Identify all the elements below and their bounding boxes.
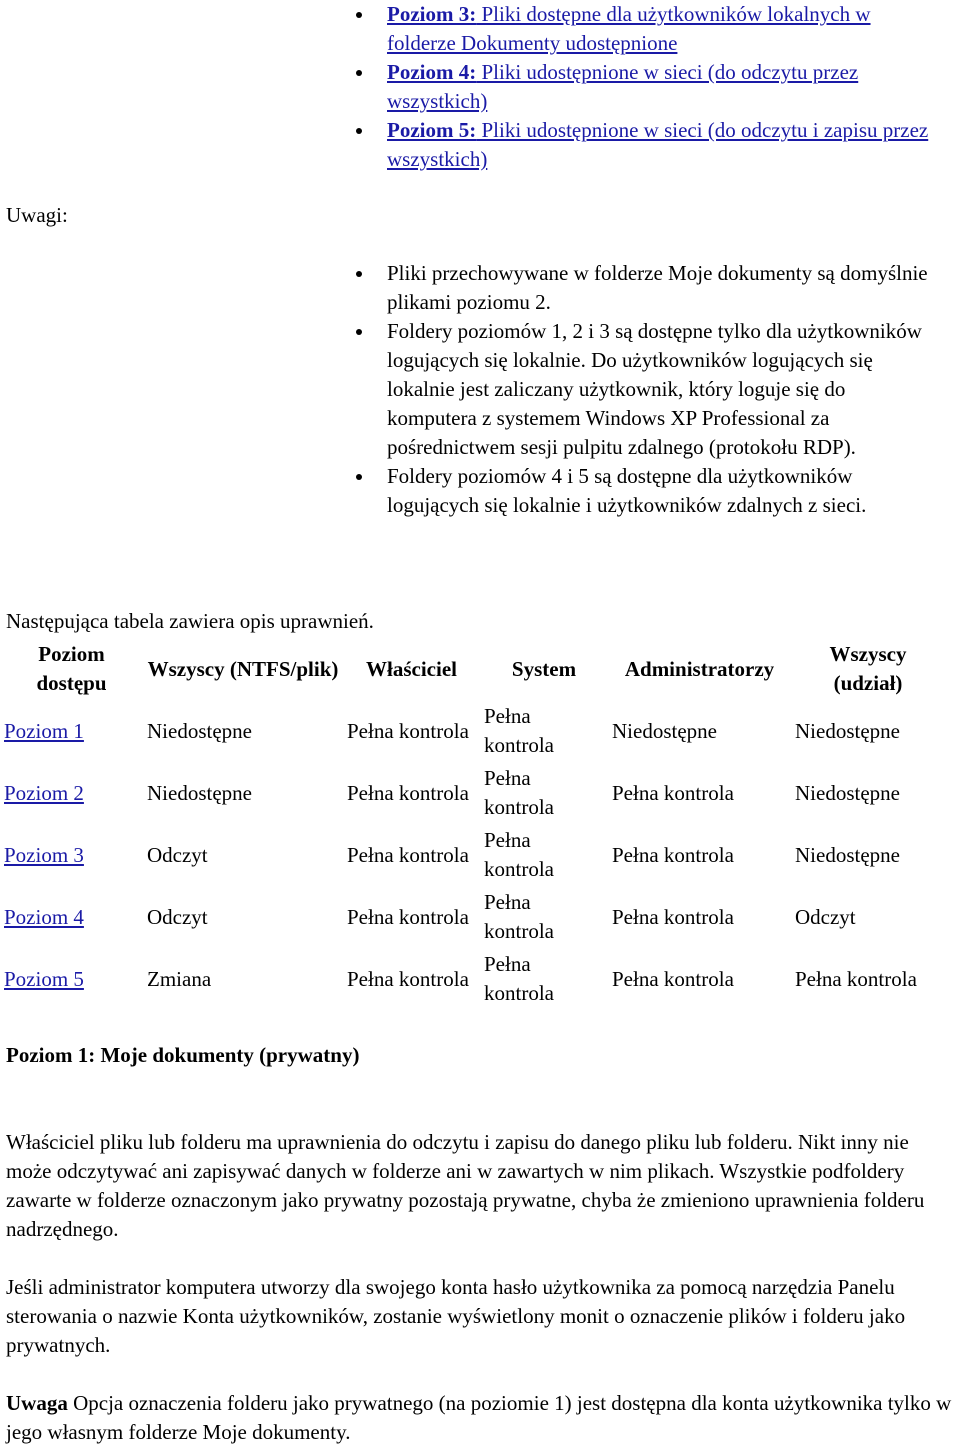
table-cell: Pełna kontrola [795, 966, 917, 991]
table-cell: Pełna kontrola [484, 766, 554, 819]
permissions-table [0, 638, 945, 1010]
table-cell: Niedostępne [795, 842, 900, 867]
table-cell: Zmiana [147, 966, 212, 991]
level-links-list [344, 0, 944, 174]
table-row [0, 700, 945, 762]
final-note [6, 1389, 956, 1447]
table-cell: Odczyt [795, 904, 856, 929]
level-5-list-item [344, 116, 944, 174]
table-cell: Pełna kontrola [484, 704, 554, 757]
notes-label: Uwagi: [6, 203, 68, 227]
bullet-icon [356, 12, 362, 18]
table-cell: Niedostępne [795, 718, 900, 743]
table-row [0, 762, 945, 824]
header-owner: Właściciel [366, 656, 457, 681]
table-row [0, 948, 945, 1010]
bullet-icon [356, 329, 362, 335]
table-cell: Pełna kontrola [347, 904, 469, 929]
header-system: System [511, 656, 577, 681]
table-cell: Pełna kontrola [347, 780, 469, 805]
table-cell: Pełna kontrola [347, 718, 469, 743]
note-item: Pliki przechowywane w folderze Moje dokumenty są domyślnie plikami poziomu 2. [344, 259, 934, 317]
table-row [0, 886, 945, 948]
table-cell: Pełna kontrola [612, 842, 734, 867]
table-cell: Pełna kontrola [347, 842, 469, 867]
level-5-row-link[interactable]: Poziom 5 [4, 966, 84, 991]
level-3-list-item [344, 0, 944, 58]
table-cell: Odczyt [147, 904, 208, 929]
table-cell: Pełna kontrola [347, 966, 469, 991]
table-cell: Pełna kontrola [612, 966, 734, 991]
table-intro: Następująca tabela zawiera opis uprawnień. [6, 609, 374, 633]
note-item: Foldery poziomów 4 i 5 są dostępne dla użytkowników logujących się lokalnie i użytkowników zdalnych z sieci. [344, 462, 934, 520]
note-text: Opcja oznaczenia folderu jako prywatnego (na poziomie 1) jest dostępna dla konta użytkownika tylko w jego własnym folderze Moje dokumenty. [6, 1391, 952, 1444]
note-label: Uwaga [6, 1391, 68, 1415]
level-4-row-link[interactable]: Poziom 4 [4, 904, 84, 929]
bullet-icon [356, 474, 362, 480]
table-row [0, 824, 945, 886]
level-1-row-link[interactable]: Poziom 1 [4, 718, 84, 743]
table-cell: Pełna kontrola [484, 828, 554, 881]
paragraph-admin-password: Jeśli administrator komputera utworzy dla swojego konta hasło użytkownika za pomocą narzędzia Panelu sterowania o nazwie Konta użytkowników, zostanie wyświetlony monit o oznaczenie plików i folderu jako prywatnych. [6, 1275, 906, 1357]
level-5-link[interactable]: Poziom 5: Pliki udostępnione w sieci (do odczytu i zapisu przez wszystkich) [387, 118, 929, 171]
table-cell: Odczyt [147, 842, 208, 867]
paragraph-owner-permissions: Właściciel pliku lub folderu ma uprawnienia do odczytu i zapisu do danego pliku lub folderu. Nikt inny nie może odczytywać ani zapisywać danych w folderze ani w zawartych w nim plikach. Wszystkie podfoldery zawarte w folderze oznaczonym jako prywatny pozostają prywatne, chyba że zmieniono uprawnienia folderu nadrzędnego. [6, 1130, 925, 1241]
table-cell: Pełna kontrola [484, 890, 554, 943]
notes-list [344, 259, 934, 520]
table-cell: Niedostępne [795, 780, 900, 805]
bullet-icon [356, 271, 362, 277]
table-cell: Niedostępne [147, 780, 252, 805]
table-cell: Pełna kontrola [612, 780, 734, 805]
bullet-icon [356, 70, 362, 76]
table-cell: Pełna kontrola [612, 904, 734, 929]
level-3-link[interactable]: Poziom 3: Pliki dostępne dla użytkowników lokalnych w folderze Dokumenty udostępnione [387, 2, 871, 55]
section-heading: Poziom 1: Moje dokumenty (prywatny) [6, 1043, 360, 1067]
table-header-row [0, 638, 945, 700]
header-access-level: Poziom dostępu [36, 642, 107, 695]
header-everyone-share: Wszyscy (udział) [829, 642, 907, 695]
bullet-icon [356, 128, 362, 134]
header-everyone-ntfs: Wszyscy (NTFS/plik) [147, 656, 339, 681]
level-4-list-item [344, 58, 944, 116]
table-cell: Niedostępne [147, 718, 252, 743]
level-4-link[interactable]: Poziom 4: Pliki udostępnione w sieci (do odczytu przez wszystkich) [387, 60, 859, 113]
note-item: Foldery poziomów 1, 2 i 3 są dostępne tylko dla użytkowników logujących się lokalnie. Do użytkowników logujących się lokalnie jest zaliczany użytkownik, który loguje się do komputera z systemem Windows XP Professional za pośrednictwem sesji pulpitu zdalnego (protokołu RDP). [344, 317, 934, 462]
level-3-row-link[interactable]: Poziom 3 [4, 842, 84, 867]
header-administrators: Administratorzy [624, 656, 775, 681]
table-cell: Niedostępne [612, 718, 717, 743]
table-cell: Pełna kontrola [484, 952, 554, 1005]
level-2-row-link[interactable]: Poziom 2 [4, 780, 84, 805]
